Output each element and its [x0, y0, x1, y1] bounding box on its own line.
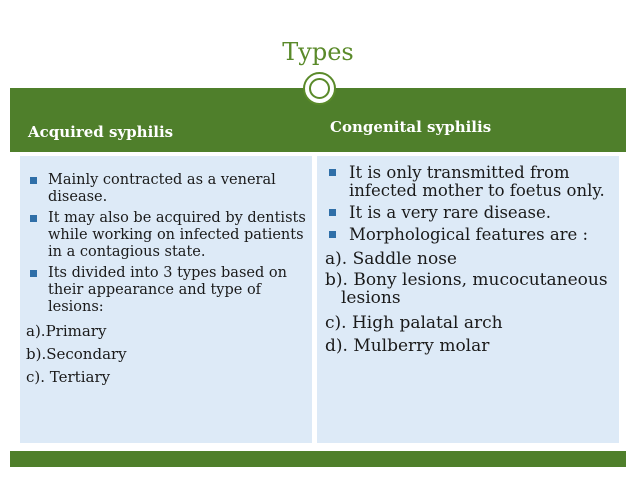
- bullet-text: Its divided into 3 types based on their appearance and type of lesions:: [48, 265, 287, 315]
- bullet-text: It may also be acquired by dentists while working on infected patients in a contagious state.: [48, 210, 306, 260]
- list-item: [26, 172, 306, 206]
- square-bullet-icon: [329, 231, 336, 238]
- feature-saddle-nose: a). Saddle nose: [325, 249, 457, 269]
- type-secondary: b).Secondary: [26, 345, 127, 363]
- type-tertiary: c). Tertiary: [26, 368, 111, 386]
- column-header-congenital: Congenital syphilis: [330, 118, 492, 136]
- bullet-text: Mainly contracted as a veneral disease.: [48, 172, 276, 205]
- feature-high-palatal-arch: c). High palatal arch: [325, 313, 503, 333]
- ring-emblem-inner: [309, 78, 330, 99]
- list-item: [26, 210, 306, 261]
- bullet-text: It is only transmitted from infected mother to foetus only.: [349, 163, 605, 200]
- bullet-text: It is a very rare disease.: [349, 203, 552, 222]
- square-bullet-icon: [329, 209, 336, 216]
- acquired-bullets: [26, 172, 306, 316]
- feature-mulberry-molar: d). Mulberry molar: [325, 336, 490, 356]
- list-item: [325, 164, 611, 200]
- slide-title: Types: [282, 38, 354, 66]
- column-header-acquired: Acquired syphilis: [28, 123, 174, 141]
- footer-band: [10, 451, 626, 467]
- ring-emblem-icon: [303, 72, 336, 105]
- list-item: [325, 204, 611, 222]
- bullet-text: Morphological features are :: [349, 225, 589, 244]
- type-primary: a).Primary: [26, 322, 107, 340]
- feature-bony-lesions: b). Bony lesions, mucocutaneous lesions: [325, 270, 608, 308]
- list-item: [26, 265, 306, 316]
- congenital-column: [317, 156, 619, 443]
- square-bullet-icon: [30, 270, 37, 277]
- square-bullet-icon: [30, 177, 37, 184]
- list-item: [325, 226, 611, 244]
- square-bullet-icon: [30, 215, 37, 222]
- square-bullet-icon: [329, 169, 336, 176]
- congenital-bullets: [325, 164, 611, 244]
- acquired-column: [20, 156, 312, 443]
